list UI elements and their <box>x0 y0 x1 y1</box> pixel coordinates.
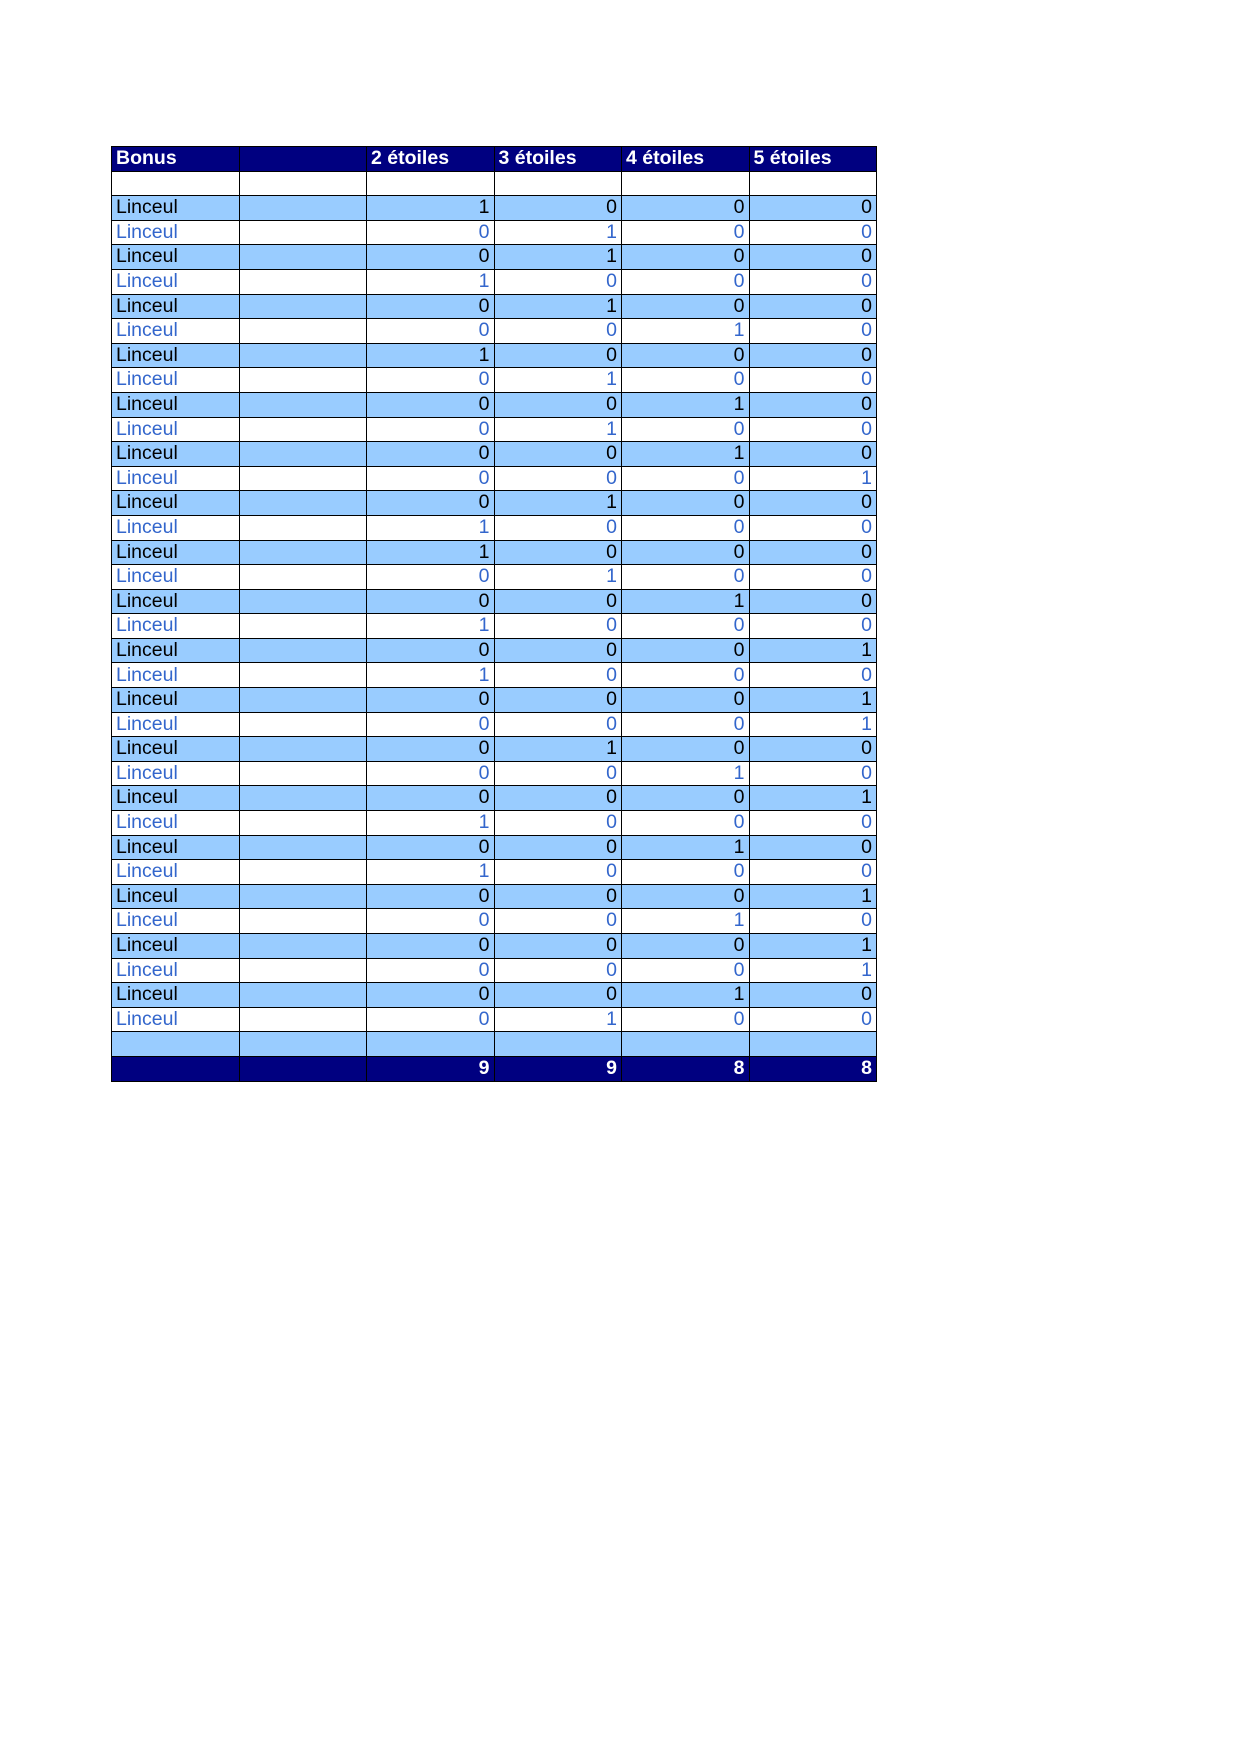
row-label-cell: Linceul <box>112 712 240 737</box>
value-cell: 0 <box>749 909 877 934</box>
empty-cell <box>239 220 367 245</box>
total-cell: 9 <box>367 1056 495 1081</box>
row-label-cell: Linceul <box>112 614 240 639</box>
value-cell: 1 <box>749 466 877 491</box>
empty-cell <box>239 761 367 786</box>
value-cell: 0 <box>622 491 750 516</box>
value-cell: 0 <box>494 269 622 294</box>
value-cell: 1 <box>367 540 495 565</box>
header-cell-2-etoiles: 2 étoiles <box>367 147 495 172</box>
empty-cell <box>239 860 367 885</box>
value-cell: 0 <box>622 786 750 811</box>
value-cell: 0 <box>367 368 495 393</box>
value-cell: 1 <box>622 983 750 1008</box>
table-row <box>112 761 877 786</box>
value-cell: 0 <box>494 196 622 221</box>
value-cell: 1 <box>749 638 877 663</box>
table-row <box>112 638 877 663</box>
row-label-cell: Linceul <box>112 220 240 245</box>
row-label-cell: Linceul <box>112 343 240 368</box>
empty-cell <box>239 294 367 319</box>
value-cell: 0 <box>494 663 622 688</box>
table-row <box>112 343 877 368</box>
value-cell: 0 <box>622 884 750 909</box>
total-cell: 8 <box>622 1056 750 1081</box>
value-cell: 0 <box>367 565 495 590</box>
table-row <box>112 589 877 614</box>
value-cell: 0 <box>749 835 877 860</box>
value-cell: 0 <box>749 737 877 762</box>
value-cell: 0 <box>749 196 877 221</box>
value-cell: 1 <box>494 368 622 393</box>
value-cell: 0 <box>494 786 622 811</box>
value-cell: 1 <box>494 1007 622 1032</box>
table-row <box>112 983 877 1008</box>
header-cell-5-etoiles: 5 étoiles <box>749 147 877 172</box>
totals-empty-cell <box>112 1056 240 1081</box>
spacer-cell <box>622 1032 750 1057</box>
total-cell: 8 <box>749 1056 877 1081</box>
table-row <box>112 712 877 737</box>
table-row <box>112 319 877 344</box>
value-cell: 1 <box>749 884 877 909</box>
value-cell: 1 <box>494 737 622 762</box>
value-cell: 1 <box>367 614 495 639</box>
value-cell: 0 <box>749 392 877 417</box>
row-label-cell: Linceul <box>112 1007 240 1032</box>
value-cell: 0 <box>367 958 495 983</box>
value-cell: 0 <box>494 811 622 836</box>
blank-cell <box>494 171 622 196</box>
value-cell: 0 <box>622 638 750 663</box>
value-cell: 0 <box>622 245 750 270</box>
empty-cell <box>239 515 367 540</box>
empty-cell <box>239 786 367 811</box>
value-cell: 0 <box>749 515 877 540</box>
table-row <box>112 614 877 639</box>
spacer-cell <box>112 1032 240 1057</box>
table-row <box>112 565 877 590</box>
spacer-row <box>112 1032 877 1057</box>
value-cell: 0 <box>749 245 877 270</box>
value-cell: 1 <box>367 663 495 688</box>
empty-cell <box>239 196 367 221</box>
row-label-cell: Linceul <box>112 688 240 713</box>
empty-cell <box>239 811 367 836</box>
value-cell: 0 <box>622 417 750 442</box>
value-cell: 0 <box>367 737 495 762</box>
value-cell: 0 <box>622 737 750 762</box>
blank-cell <box>239 171 367 196</box>
row-label-cell: Linceul <box>112 515 240 540</box>
spacer-cell <box>239 1032 367 1057</box>
header-row <box>112 147 877 172</box>
table-row <box>112 786 877 811</box>
table-row <box>112 737 877 762</box>
value-cell: 0 <box>749 368 877 393</box>
header-cell-bonus: Bonus <box>112 147 240 172</box>
value-cell: 0 <box>622 1007 750 1032</box>
value-cell: 0 <box>367 392 495 417</box>
spacer-cell <box>749 1032 877 1057</box>
value-cell: 1 <box>622 319 750 344</box>
row-label-cell: Linceul <box>112 958 240 983</box>
value-cell: 0 <box>494 614 622 639</box>
row-label-cell: Linceul <box>112 540 240 565</box>
value-cell: 0 <box>749 589 877 614</box>
value-cell: 0 <box>367 245 495 270</box>
value-cell: 0 <box>622 343 750 368</box>
value-cell: 0 <box>494 343 622 368</box>
header-cell-empty <box>239 147 367 172</box>
value-cell: 1 <box>749 712 877 737</box>
value-cell: 1 <box>622 589 750 614</box>
value-cell: 1 <box>494 491 622 516</box>
value-cell: 1 <box>622 761 750 786</box>
empty-cell <box>239 909 367 934</box>
table-row <box>112 958 877 983</box>
empty-cell <box>239 442 367 467</box>
table-row <box>112 835 877 860</box>
value-cell: 0 <box>622 368 750 393</box>
row-label-cell: Linceul <box>112 737 240 762</box>
row-label-cell: Linceul <box>112 196 240 221</box>
value-cell: 0 <box>749 294 877 319</box>
value-cell: 0 <box>749 860 877 885</box>
empty-cell <box>239 958 367 983</box>
table-row <box>112 466 877 491</box>
value-cell: 0 <box>367 491 495 516</box>
empty-cell <box>239 491 367 516</box>
value-cell: 0 <box>622 811 750 836</box>
empty-cell <box>239 343 367 368</box>
value-cell: 0 <box>622 614 750 639</box>
table-row <box>112 688 877 713</box>
value-cell: 0 <box>367 761 495 786</box>
row-label-cell: Linceul <box>112 491 240 516</box>
value-cell: 0 <box>749 491 877 516</box>
empty-cell <box>239 835 367 860</box>
value-cell: 0 <box>622 294 750 319</box>
row-label-cell: Linceul <box>112 909 240 934</box>
value-cell: 0 <box>367 934 495 959</box>
value-cell: 0 <box>494 761 622 786</box>
value-cell: 1 <box>367 196 495 221</box>
empty-cell <box>239 983 367 1008</box>
row-label-cell: Linceul <box>112 245 240 270</box>
value-cell: 0 <box>622 663 750 688</box>
value-cell: 0 <box>749 761 877 786</box>
table-row <box>112 417 877 442</box>
value-cell: 0 <box>749 442 877 467</box>
empty-cell <box>239 737 367 762</box>
totals-empty-cell <box>239 1056 367 1081</box>
value-cell: 1 <box>622 392 750 417</box>
table-row <box>112 491 877 516</box>
value-cell: 0 <box>749 983 877 1008</box>
value-cell: 0 <box>367 319 495 344</box>
row-label-cell: Linceul <box>112 466 240 491</box>
row-label-cell: Linceul <box>112 786 240 811</box>
value-cell: 0 <box>494 835 622 860</box>
empty-cell <box>239 466 367 491</box>
value-cell: 0 <box>622 565 750 590</box>
value-cell: 0 <box>494 884 622 909</box>
value-cell: 0 <box>367 1007 495 1032</box>
table-row <box>112 884 877 909</box>
row-label-cell: Linceul <box>112 761 240 786</box>
value-cell: 0 <box>622 934 750 959</box>
empty-cell <box>239 614 367 639</box>
table-row <box>112 540 877 565</box>
value-cell: 1 <box>749 786 877 811</box>
value-cell: 0 <box>494 983 622 1008</box>
row-label-cell: Linceul <box>112 294 240 319</box>
table-row <box>112 368 877 393</box>
blank-cell <box>367 171 495 196</box>
value-cell: 0 <box>622 958 750 983</box>
total-cell: 9 <box>494 1056 622 1081</box>
empty-cell <box>239 368 367 393</box>
value-cell: 1 <box>749 934 877 959</box>
value-cell: 1 <box>622 909 750 934</box>
value-cell: 1 <box>494 220 622 245</box>
row-label-cell: Linceul <box>112 811 240 836</box>
blank-row <box>112 171 877 196</box>
value-cell: 0 <box>494 319 622 344</box>
value-cell: 0 <box>622 220 750 245</box>
row-label-cell: Linceul <box>112 934 240 959</box>
value-cell: 0 <box>367 638 495 663</box>
value-cell: 0 <box>622 540 750 565</box>
value-cell: 0 <box>367 417 495 442</box>
blank-cell <box>622 171 750 196</box>
value-cell: 0 <box>622 860 750 885</box>
value-cell: 1 <box>367 811 495 836</box>
row-label-cell: Linceul <box>112 860 240 885</box>
table-row <box>112 392 877 417</box>
table-row <box>112 811 877 836</box>
row-label-cell: Linceul <box>112 983 240 1008</box>
row-label-cell: Linceul <box>112 319 240 344</box>
value-cell: 0 <box>494 392 622 417</box>
empty-cell <box>239 638 367 663</box>
table-row <box>112 909 877 934</box>
empty-cell <box>239 540 367 565</box>
value-cell: 0 <box>622 515 750 540</box>
value-cell: 0 <box>494 589 622 614</box>
bonus-table <box>111 146 877 1082</box>
row-label-cell: Linceul <box>112 589 240 614</box>
value-cell: 1 <box>494 565 622 590</box>
table-row <box>112 934 877 959</box>
value-cell: 1 <box>622 835 750 860</box>
row-label-cell: Linceul <box>112 835 240 860</box>
row-label-cell: Linceul <box>112 884 240 909</box>
value-cell: 0 <box>749 319 877 344</box>
table-row <box>112 1007 877 1032</box>
value-cell: 0 <box>494 540 622 565</box>
value-cell: 0 <box>749 269 877 294</box>
value-cell: 0 <box>494 638 622 663</box>
row-label-cell: Linceul <box>112 417 240 442</box>
value-cell: 1 <box>494 294 622 319</box>
value-cell: 0 <box>367 294 495 319</box>
value-cell: 0 <box>367 589 495 614</box>
empty-cell <box>239 319 367 344</box>
value-cell: 0 <box>749 663 877 688</box>
blank-cell <box>112 171 240 196</box>
empty-cell <box>239 663 367 688</box>
empty-cell <box>239 934 367 959</box>
value-cell: 0 <box>367 884 495 909</box>
value-cell: 0 <box>367 835 495 860</box>
row-label-cell: Linceul <box>112 565 240 590</box>
value-cell: 0 <box>367 442 495 467</box>
value-cell: 0 <box>367 466 495 491</box>
empty-cell <box>239 884 367 909</box>
value-cell: 0 <box>367 786 495 811</box>
value-cell: 0 <box>367 983 495 1008</box>
value-cell: 0 <box>494 466 622 491</box>
value-cell: 0 <box>622 688 750 713</box>
value-cell: 1 <box>622 442 750 467</box>
value-cell: 0 <box>494 958 622 983</box>
value-cell: 0 <box>749 343 877 368</box>
value-cell: 0 <box>367 688 495 713</box>
header-cell-3-etoiles: 3 étoiles <box>494 147 622 172</box>
spacer-cell <box>494 1032 622 1057</box>
value-cell: 0 <box>622 196 750 221</box>
empty-cell <box>239 392 367 417</box>
totals-row <box>112 1056 877 1081</box>
value-cell: 1 <box>367 860 495 885</box>
table-row <box>112 860 877 885</box>
value-cell: 0 <box>749 614 877 639</box>
table-row <box>112 196 877 221</box>
value-cell: 0 <box>622 269 750 294</box>
row-label-cell: Linceul <box>112 269 240 294</box>
value-cell: 1 <box>367 515 495 540</box>
empty-cell <box>239 589 367 614</box>
value-cell: 1 <box>749 688 877 713</box>
value-cell: 0 <box>749 1007 877 1032</box>
value-cell: 0 <box>494 712 622 737</box>
spacer-cell <box>367 1032 495 1057</box>
table-row <box>112 294 877 319</box>
row-label-cell: Linceul <box>112 663 240 688</box>
table-row <box>112 515 877 540</box>
empty-cell <box>239 1007 367 1032</box>
empty-cell <box>239 269 367 294</box>
value-cell: 0 <box>367 220 495 245</box>
row-label-cell: Linceul <box>112 392 240 417</box>
empty-cell <box>239 245 367 270</box>
value-cell: 1 <box>494 417 622 442</box>
value-cell: 0 <box>367 909 495 934</box>
blank-cell <box>749 171 877 196</box>
value-cell: 0 <box>622 466 750 491</box>
value-cell: 0 <box>494 688 622 713</box>
table-row <box>112 269 877 294</box>
value-cell: 1 <box>749 958 877 983</box>
value-cell: 0 <box>749 811 877 836</box>
table-row <box>112 220 877 245</box>
empty-cell <box>239 712 367 737</box>
value-cell: 0 <box>367 712 495 737</box>
row-label-cell: Linceul <box>112 368 240 393</box>
header-cell-4-etoiles: 4 étoiles <box>622 147 750 172</box>
value-cell: 0 <box>494 442 622 467</box>
empty-cell <box>239 688 367 713</box>
value-cell: 0 <box>494 515 622 540</box>
empty-cell <box>239 565 367 590</box>
value-cell: 1 <box>367 343 495 368</box>
table-row <box>112 663 877 688</box>
table-row <box>112 442 877 467</box>
value-cell: 0 <box>494 860 622 885</box>
value-cell: 0 <box>749 220 877 245</box>
empty-cell <box>239 417 367 442</box>
value-cell: 0 <box>494 934 622 959</box>
value-cell: 1 <box>367 269 495 294</box>
value-cell: 1 <box>494 245 622 270</box>
value-cell: 0 <box>749 565 877 590</box>
table-row <box>112 245 877 270</box>
value-cell: 0 <box>749 540 877 565</box>
value-cell: 0 <box>622 712 750 737</box>
value-cell: 0 <box>494 909 622 934</box>
value-cell: 0 <box>749 417 877 442</box>
row-label-cell: Linceul <box>112 638 240 663</box>
row-label-cell: Linceul <box>112 442 240 467</box>
